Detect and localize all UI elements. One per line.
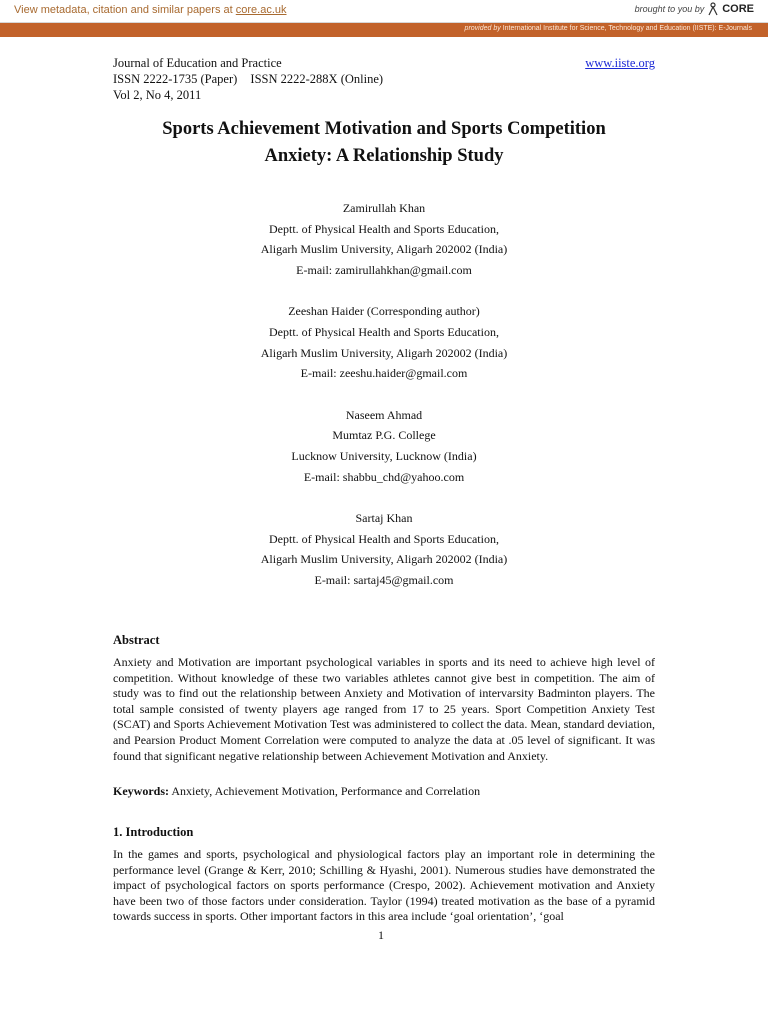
- issn-line: [113, 71, 655, 87]
- author-email: E-mail: sartaj45@gmail.com: [314, 573, 454, 588]
- author-block: [113, 508, 655, 591]
- page-number: 1: [378, 928, 384, 942]
- abstract-text: Anxiety and Motivation are important psychological variables in sports and its need to achieve high level of competition. Without knowledge of these two variables athletes cannot give best in competition. The aim of study was to find out the relationship between Anxiety and Motivation of intervarsity Badminton players. The total sample consisted of twenty players age ranged from 17 to 25 years. Sport Competition Anxiety Test (SCAT) and Sports Achievement Motivation Test was administered to collect the data. Mean, standard deviation, and Pearsion Product Moment Correlation were computed to analyze the data at .05 level of significant. It was found that significant negative relationship between Achievement Motivation and Anxiety.: [113, 655, 655, 763]
- introduction-text: In the games and sports, psychological and physiological factors play an important role in determining the performance level (Grange & Kerr, 2010; Schilling & Hyashi, 2001). Numerous studies have demonstrated the impact of psychological factors on sports performance (Crespo, 2002). Achievement motivation and Anxiety have been two of those factors under consideration. Taylor (1994) treated motivation as the base of a pyramid towards success in sports. Other important factors in this area include ‘goal orientation’, ‘goal: [113, 847, 655, 924]
- author-dept: Deptt. of Physical Health and Sports Education,: [269, 221, 499, 236]
- author-name: Zamirullah Khan: [342, 201, 426, 215]
- title-line-1: Sports Achievement Motivation and Sports Competition: [162, 119, 606, 139]
- author-email: E-mail: zamirullahkhan@gmail.com: [296, 263, 472, 278]
- paper-title: [113, 116, 655, 170]
- keywords-text: Anxiety, Achievement Motivation, Performance and Correlation: [171, 784, 481, 798]
- core-logo-icon: [707, 2, 719, 16]
- author-list: [113, 198, 655, 611]
- author-block: [113, 301, 655, 384]
- author-block: [113, 198, 655, 281]
- author-institution: Aligarh Muslim University, Aligarh 202002 (India): [260, 345, 508, 360]
- core-brand[interactable]: [635, 2, 754, 16]
- core-brand-label: CORE: [722, 3, 754, 15]
- keywords-label: Keywords:: [113, 784, 169, 798]
- title-line-2: Anxiety: A Relationship Study: [264, 146, 504, 166]
- abstract-heading: Abstract: [113, 633, 160, 647]
- core-metadata-label: View metadata, citation and similar papers at: [14, 4, 233, 16]
- issn-online: ISSN 2222-288X (Online): [250, 72, 384, 86]
- keywords-line: [113, 784, 655, 799]
- author-institution: Lucknow University, Lucknow (India): [291, 449, 477, 464]
- author-dept: Deptt. of Physical Health and Sports Education,: [269, 325, 499, 340]
- journal-name: Journal of Education and Practice: [113, 56, 282, 70]
- author-dept: Mumtaz P.G. College: [332, 428, 436, 443]
- core-metadata-text: [14, 4, 287, 16]
- provided-by-text[interactable]: International Institute for Science, Technology and Education (IISTE): E-Journals: [502, 25, 752, 32]
- core-banner: [0, 0, 768, 23]
- core-link[interactable]: core.ac.uk: [235, 4, 287, 16]
- author-name: Zeeshan Haider (Corresponding author): [288, 304, 480, 319]
- author-dept: Deptt. of Physical Health and Sports Education,: [269, 531, 499, 546]
- brought-by-text: brought to you by: [634, 4, 705, 14]
- introduction-heading: 1. Introduction: [113, 825, 194, 839]
- author-email: E-mail: shabbu_chd@yahoo.com: [303, 469, 465, 484]
- provided-by-prefix: provided by: [464, 25, 501, 32]
- journal-header: [113, 55, 655, 103]
- author-name: Sartaj Khan: [355, 510, 413, 525]
- author-institution: Aligarh Muslim University, Aligarh 202002 (India): [260, 552, 508, 567]
- issn-paper: ISSN 2222-1735 (Paper): [113, 72, 238, 86]
- volume-info: Vol 2, No 4, 2011: [113, 88, 202, 102]
- author-institution: Aligarh Muslim University, Aligarh 202002 (India): [260, 242, 508, 257]
- provided-by-bar: [0, 23, 768, 37]
- author-email: E-mail: zeeshu.haider@gmail.com: [300, 366, 468, 381]
- author-name: Naseem Ahmad: [345, 407, 423, 422]
- journal-url-link[interactable]: www.iiste.org: [585, 56, 655, 70]
- author-block: [113, 405, 655, 488]
